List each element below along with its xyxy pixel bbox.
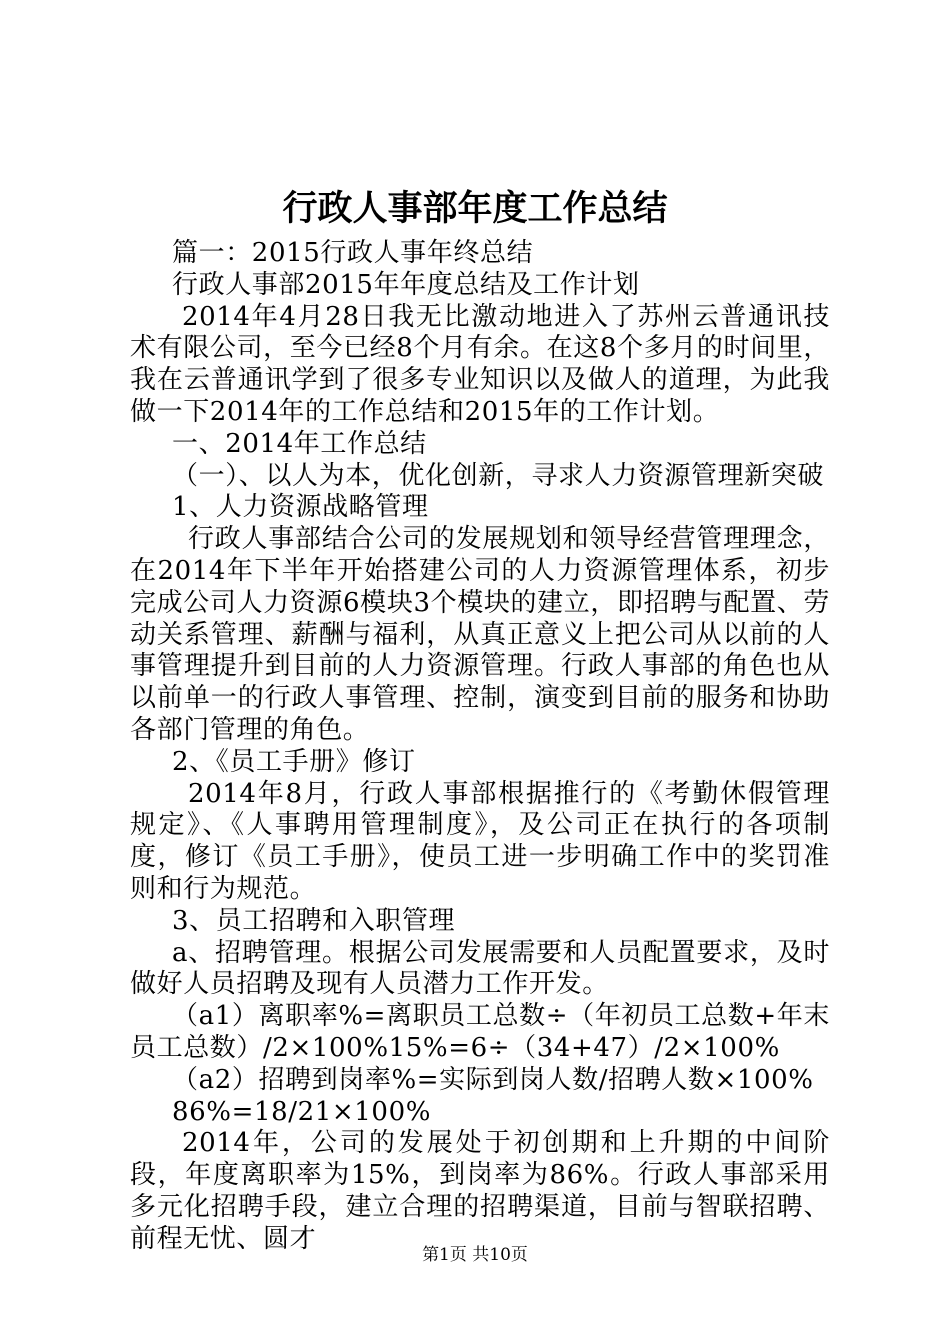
formula-arrival-rate-value: 86%=18/21×100% [172,1096,432,1127]
item-heading-strategy: 1、人力资源战略管理 [172,492,429,523]
item-heading-handbook: 2、《员工手册》修订 [172,746,416,777]
paragraph-recruitment-summary: 2014年，公司的发展处于初创期和上升期的中间阶段，年度离职率为15%，到岗率为86%。行政人事部采用多元化招聘手段，建立合理的招聘渠道，目前与智联招聘、前程无忧、圆才 [130,1128,830,1254]
formula-turnover-rate: （a1）离职率%=离职员工总数÷（年初员工总数+年末员工总数）/2×100%15%=6÷（34+47）/2×100% [130,1001,830,1063]
subsection-heading-people: （一）、以人为本，优化创新，寻求人力资源管理新突破 [172,460,825,491]
paragraph-recruitment: a、招聘管理。根据公司发展需要和人员配置要求，及时做好人员招聘及现有人员潜力工作开发。 [130,937,830,1000]
section-heading-summary: 一、2014年工作总结 [172,428,427,459]
page-number: 第1页 共10页 [422,1245,528,1265]
paragraph-subtitle: 行政人事部2015年年度总结及工作计划 [172,269,640,300]
paragraph-strategy: 行政人事部结合公司的发展规划和领导经营管理理念，在2014年下半年开始搭建公司的人力资源管理体系，初步完成公司人力资源6模块3个模块的建立，即招聘与配置、劳动关系管理、薪酬与福利，从真正意义上把公司从以前的人事管理提升到目前的人力资源管理。行政人事部的角色也从以前单一的行政人事管理、控制，演变到目前的服务和协助各部门管理的角色。 [130,524,830,745]
document-body [130,238,830,1256]
paragraph-intro: 2014年4月28日我无比激动地进入了苏州云普通讯技术有限公司，至今已经8个月有余。在这8个多月的时间里，我在云普通讯学到了很多专业知识以及做人的道理，为此我做一下2014年的工作总结和2015年的工作计划。 [130,301,830,427]
document-title: 行政人事部年度工作总结 [282,188,668,229]
item-heading-recruitment: 3、员工招聘和入职管理 [172,905,456,936]
paragraph-article-heading: 篇一：2015行政人事年终总结 [172,238,534,268]
paragraph-handbook: 2014年8月，行政人事部根据推行的《考勤休假管理规定》、《人事聘用管理制度》，及公司正在执行的各项制度，修订《员工手册》，使员工进一步明确工作中的奖罚准则和行为规范。 [130,778,830,904]
formula-arrival-rate: （a2）招聘到岗率%=实际到岗人数/招聘人数×100% [172,1064,814,1095]
